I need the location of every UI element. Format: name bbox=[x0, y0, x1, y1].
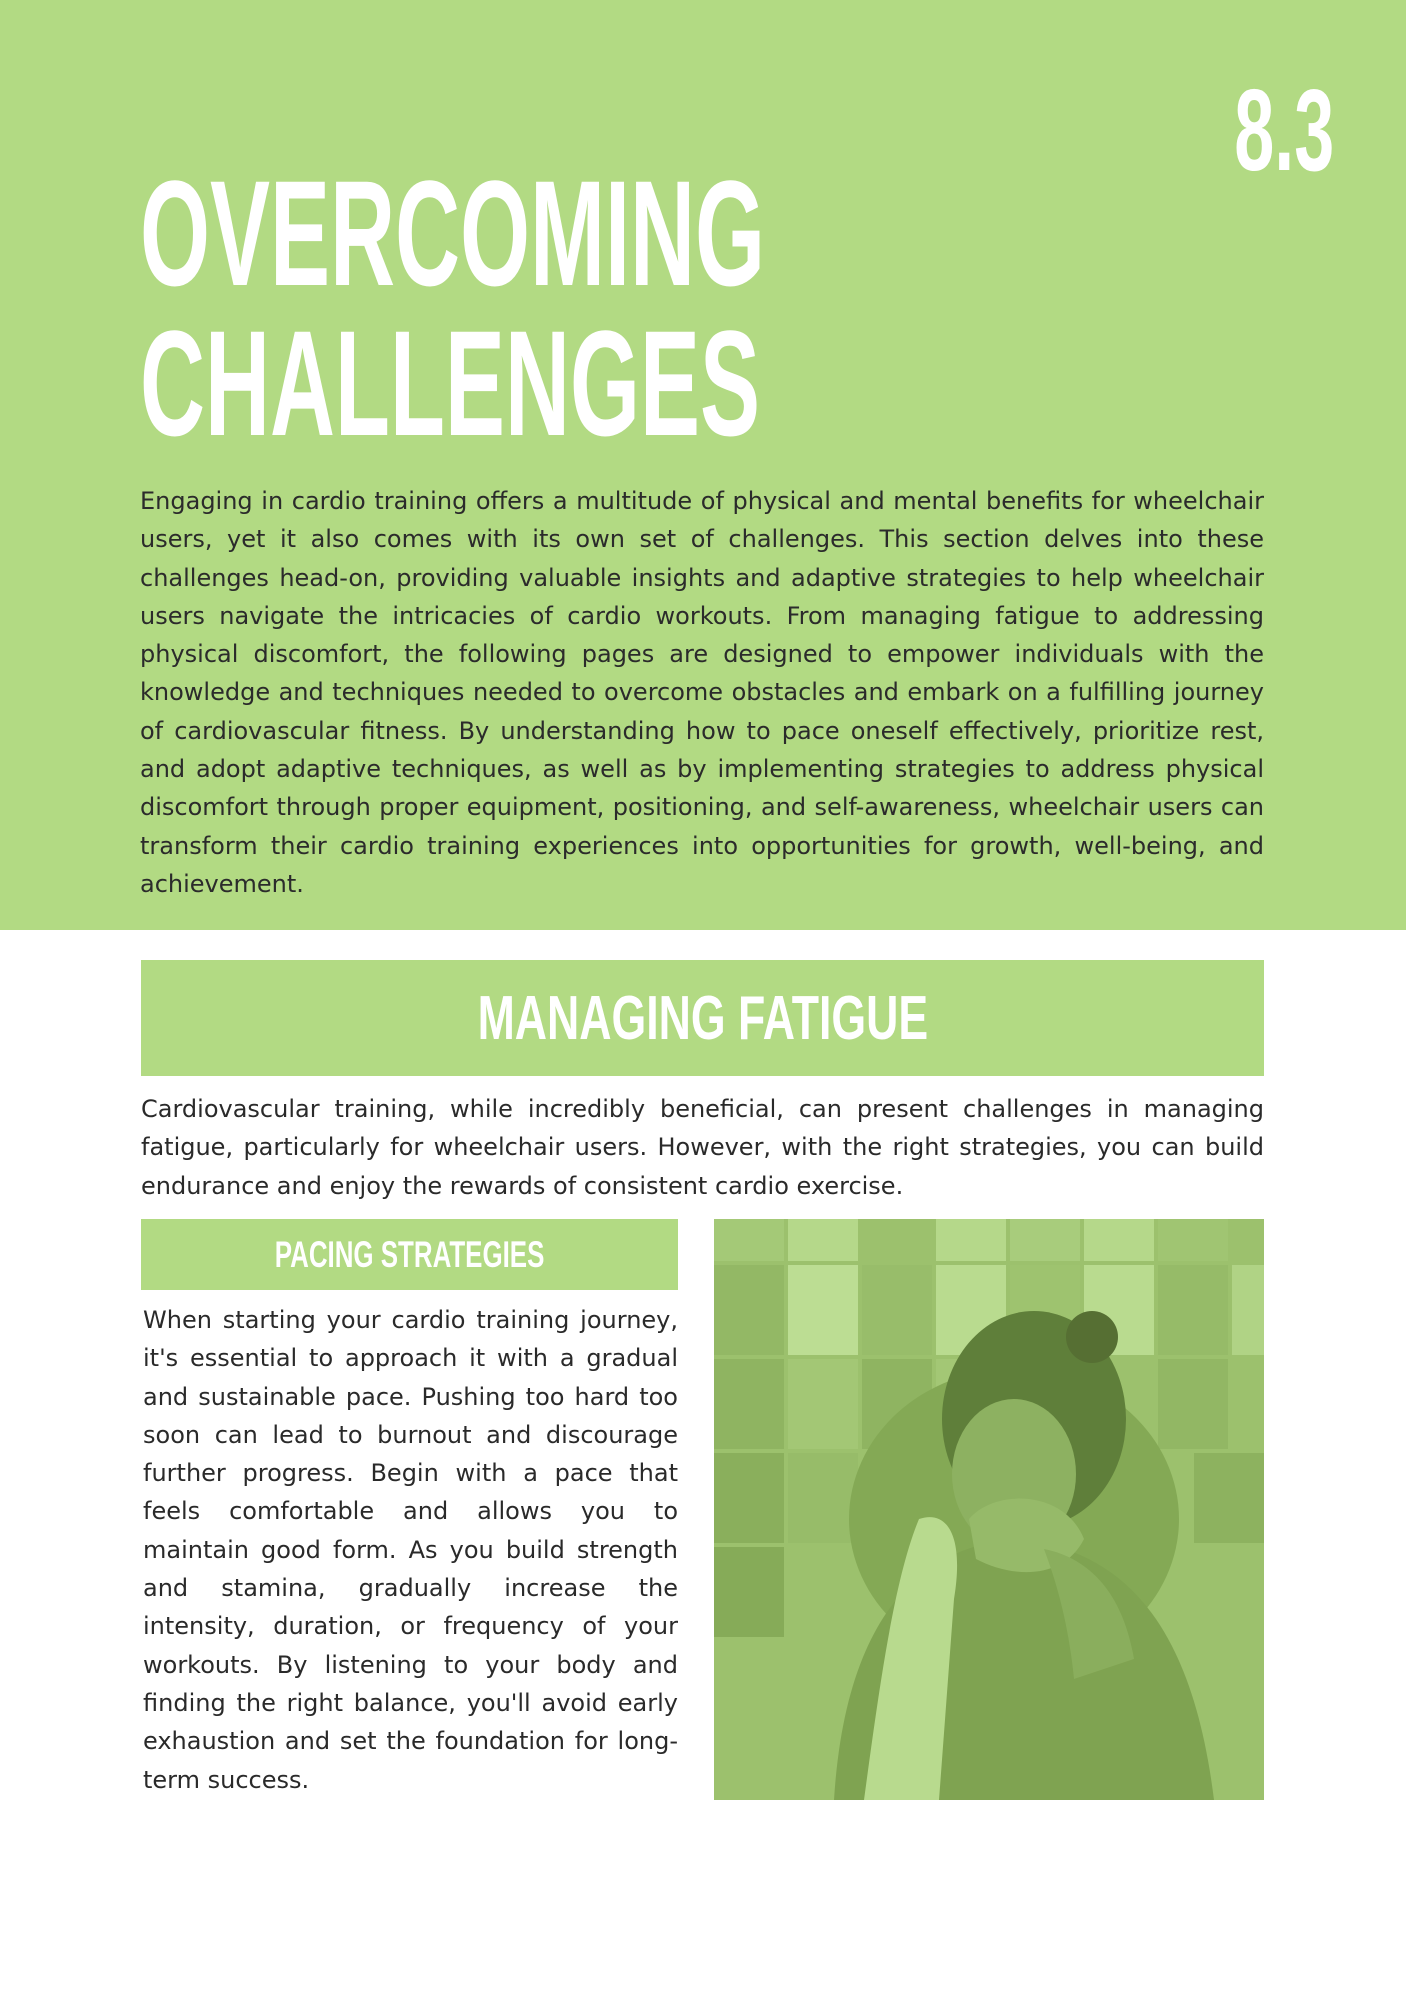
section-number: 8.3 bbox=[1234, 65, 1334, 195]
tired-athlete-photo bbox=[714, 1219, 1264, 1800]
pacing-strategies-banner bbox=[141, 1219, 678, 1290]
photo-illustration bbox=[714, 1219, 1264, 1800]
page-title bbox=[140, 149, 766, 467]
managing-fatigue-paragraph: Cardiovascular training, while incredibly beneficial, can present challenges in managing fatigue, particularly for wheelchair users. However, with the right strategies, you can build endurance and enjoy the rewards of consistent cardio exercise. bbox=[141, 1095, 1264, 1200]
managing-fatigue-banner bbox=[141, 960, 1264, 1076]
managing-fatigue-heading: MANAGING FATIGUE bbox=[477, 983, 928, 1053]
pacing-strategies-paragraph: When starting your cardio training journey, it's essential to approach it with a gradual and sustainable pace. Pushing too hard too soon can lead to burnout and discourage further progress. Begin with a pace that feels comfortable and allows you to maintain good form. As you build strength and stamina, gradually increase the intensity, duration, or frequency of your workouts. By listening to your body and finding the right balance, you'll avoid early exhaustion and set the foundation for long-term success. bbox=[143, 1306, 678, 1794]
page-title-line-1: OVERCOMING bbox=[140, 149, 766, 317]
intro-paragraph: Engaging in cardio training offers a multitude of physical and mental benefits for wheelchair users, yet it also comes with its own set of challenges. This section delves into these challenges head-on, providing valuable insights and adaptive strategies to help wheelchair users navigate the intricacies of cardio workouts. From managing fatigue to addressing physical discomfort, the following pages are designed to empower individuals with the knowledge and techniques needed to overcome obstacles and embark on a fulfilling journey of cardiovascular fitness. By understanding how to pace oneself effectively, prioritize rest, and adopt adaptive techniques, as well as by implementing strategies to address physical discomfort through proper equipment, positioning, and self-awareness, wheelchair users can transform their cardio training experiences into opportunities for growth, well-being, and achievement. bbox=[140, 487, 1264, 898]
hair-bun-shape bbox=[1066, 1311, 1118, 1363]
page-title-line-2: CHALLENGES bbox=[140, 299, 761, 467]
pacing-strategies-heading: PACING STRATEGIES bbox=[274, 1233, 545, 1275]
